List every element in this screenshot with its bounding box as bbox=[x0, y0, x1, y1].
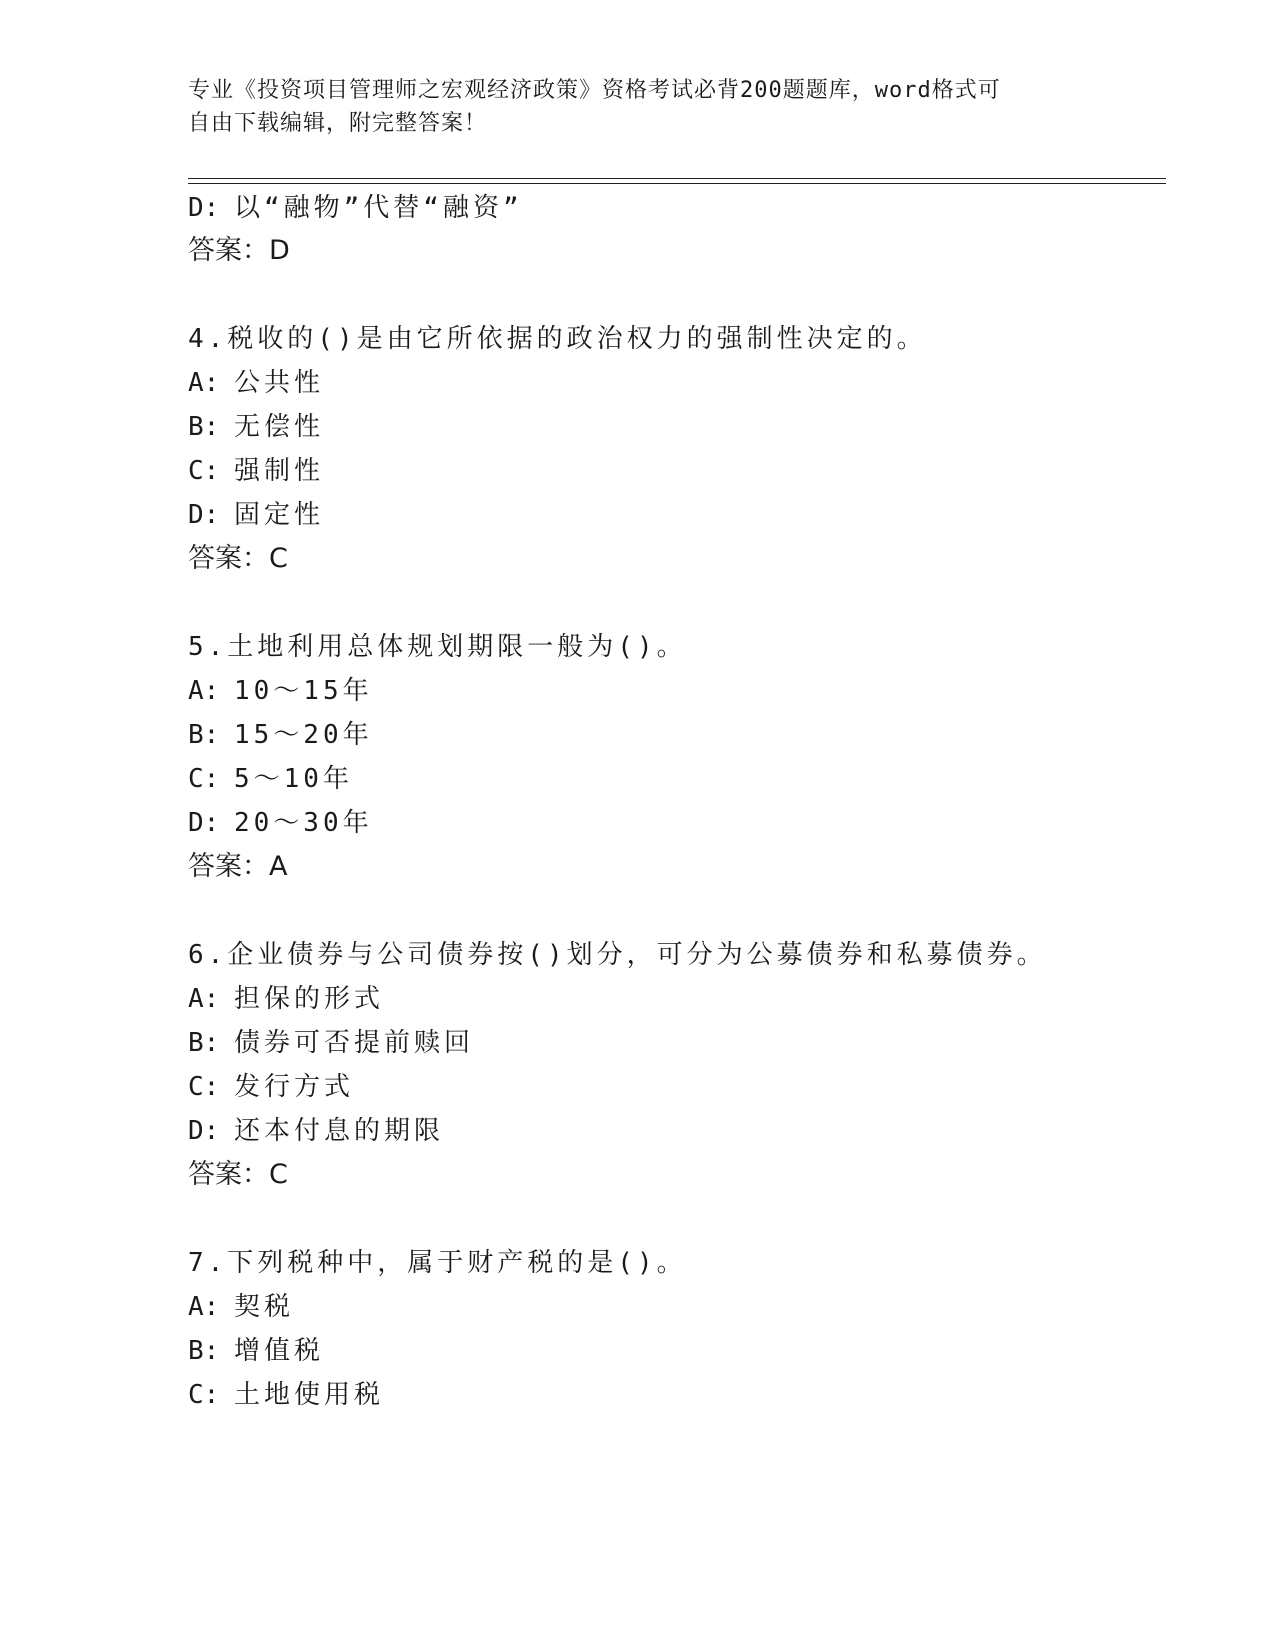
q4-option-c bbox=[188, 454, 324, 488]
option-label: B: bbox=[188, 1028, 220, 1058]
q4-option-b bbox=[188, 410, 324, 444]
option-text: 15～20年 bbox=[234, 720, 373, 750]
q7-option-a bbox=[188, 1290, 294, 1324]
q6-answer: 答案：C bbox=[188, 1159, 288, 1190]
header-line-2: 自由下载编辑，附完整答案！ bbox=[188, 111, 488, 136]
option-text: 土地使用税 bbox=[234, 1380, 385, 1410]
option-label: A: bbox=[188, 984, 220, 1014]
option-label: D: bbox=[188, 1116, 220, 1146]
option-label: A: bbox=[188, 368, 220, 398]
option-label: D: bbox=[188, 193, 220, 223]
option-label: C: bbox=[188, 1380, 220, 1410]
q7-option-c bbox=[188, 1378, 384, 1412]
q4-option-a bbox=[188, 366, 324, 400]
option-text: 以“融物”代替“融资” bbox=[234, 193, 523, 223]
option-label: B: bbox=[188, 412, 220, 442]
option-label: C: bbox=[188, 456, 220, 486]
option-text: 5～10年 bbox=[234, 764, 353, 794]
option-label: B: bbox=[188, 720, 220, 750]
q6-option-c bbox=[188, 1070, 354, 1104]
option-text: 固定性 bbox=[234, 500, 325, 530]
document-header bbox=[188, 74, 1068, 140]
q5-stem: 5.土地利用总体规划期限一般为()。 bbox=[188, 632, 687, 662]
option-text: 还本付息的期限 bbox=[234, 1116, 445, 1146]
q4-answer: 答案：C bbox=[188, 543, 288, 574]
option-label: A: bbox=[188, 676, 220, 706]
q6-option-b bbox=[188, 1026, 474, 1060]
q3-answer: 答案：D bbox=[188, 235, 290, 266]
option-text: 债券可否提前赎回 bbox=[234, 1028, 475, 1058]
option-text: 发行方式 bbox=[234, 1072, 355, 1102]
q5-option-b bbox=[188, 718, 373, 752]
header-divider-bottom bbox=[188, 183, 1166, 184]
option-label: D: bbox=[188, 500, 220, 530]
option-text: 公共性 bbox=[234, 368, 325, 398]
option-label: C: bbox=[188, 764, 220, 794]
q4-option-d bbox=[188, 498, 324, 532]
option-text: 增值税 bbox=[234, 1336, 325, 1366]
option-text: 20～30年 bbox=[234, 808, 373, 838]
q5-option-a bbox=[188, 674, 373, 708]
option-text: 契税 bbox=[234, 1292, 295, 1322]
q6-option-d bbox=[188, 1114, 444, 1148]
option-text: 无偿性 bbox=[234, 412, 325, 442]
q6-option-a bbox=[188, 982, 384, 1016]
option-text: 强制性 bbox=[234, 456, 325, 486]
q5-option-c bbox=[188, 762, 353, 796]
q6-stem: 6.企业债券与公司债券按()划分，可分为公募债券和私募债券。 bbox=[188, 940, 1047, 970]
q7-stem: 7.下列税种中，属于财产税的是()。 bbox=[188, 1248, 687, 1278]
q7-option-b bbox=[188, 1334, 324, 1368]
option-text: 担保的形式 bbox=[234, 984, 385, 1014]
q5-answer: 答案：A bbox=[188, 851, 288, 882]
header-divider-top bbox=[188, 178, 1166, 179]
option-label: D: bbox=[188, 808, 220, 838]
option-label: C: bbox=[188, 1072, 220, 1102]
q3-option-d bbox=[188, 191, 523, 225]
q4-stem: 4.税收的()是由它所依据的政治权力的强制性决定的。 bbox=[188, 324, 927, 354]
option-label: A: bbox=[188, 1292, 220, 1322]
option-label: B: bbox=[188, 1336, 220, 1366]
option-text: 10～15年 bbox=[234, 676, 373, 706]
q5-option-d bbox=[188, 806, 373, 840]
header-line-1: 专业《投资项目管理师之宏观经济政策》资格考试必背200题题库，word格式可 bbox=[188, 78, 1001, 103]
